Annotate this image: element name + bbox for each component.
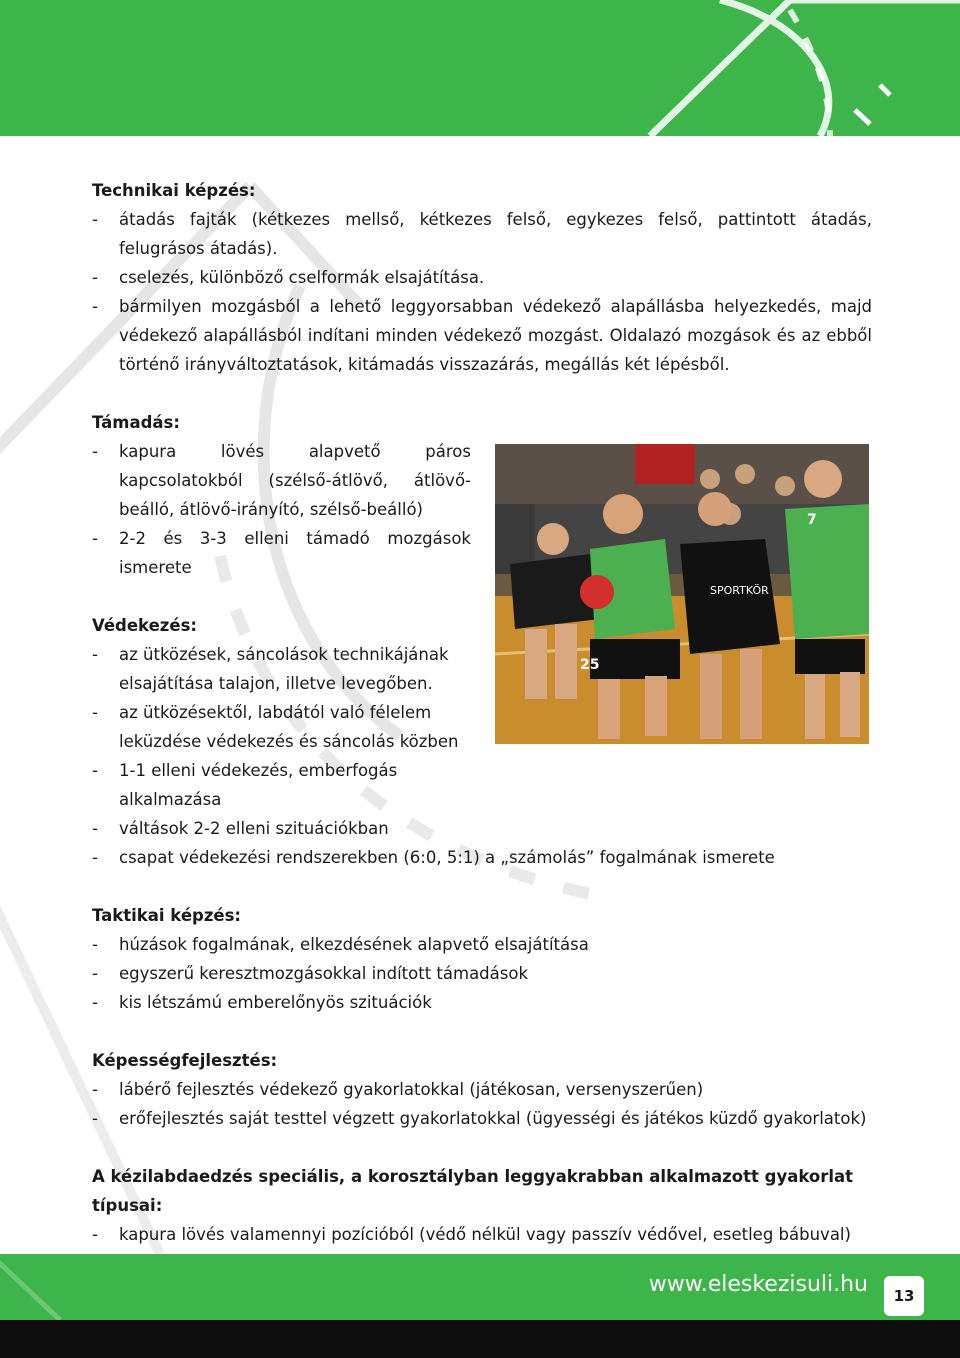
jersey-text: SPORTKÖR (710, 584, 769, 597)
list-item: - kapura lövés alapvető páros kapcsolatokból (szélső-átlövő, átlövő-beálló, átlövő-irányító, szélső-beálló) (92, 437, 471, 524)
section-title: Képességfejlesztés: (92, 1051, 278, 1070)
bullet-list (92, 930, 872, 1017)
list-item: - lábérő fejlesztés védekező gyakorlatokkal (játékosan, versenyszerűen) (92, 1075, 872, 1104)
bullet-list (92, 205, 872, 379)
section-kepessegfejlesztes (92, 1046, 872, 1133)
section-title: Technikai képzés: (92, 181, 256, 200)
list-item: - egyszerű keresztmozgásokkal indított támadások (92, 959, 872, 988)
page-number: 13 (884, 1276, 924, 1316)
bullet-list (92, 1075, 872, 1133)
list-item: - erőfejlesztés saját testtel végzett gyakorlatokkal (ügyességi és játékos küzdő gyakorlatok) (92, 1104, 872, 1133)
list-item: - az ütközések, sáncolások technikájának elsajátítása talajon, illetve levegőben. (92, 640, 471, 698)
section-title: Támadás: (92, 413, 180, 432)
section-technikai (92, 176, 872, 379)
court-lines-decoration (0, 0, 960, 136)
handball-photo (495, 444, 869, 744)
website-link[interactable]: www.eleskezisuli.hu (648, 1272, 868, 1297)
handball-players-image (495, 444, 869, 744)
section-title: Taktikai képzés: (92, 906, 242, 925)
header-band (0, 0, 960, 136)
list-item: - bármilyen mozgásból a lehető leggyorsabban védekező alapállásba helyezkedés, majd védekező alapállásból indítani minden védekező mozgást. Oldalazó mozgások és az ebből történő irányváltoztatások, kitámadás visszazárás, megállás két lépésből. (92, 292, 872, 379)
list-item: - cselezés, különböző cselformák elsajátítása. (92, 263, 872, 292)
list-item: - húzások fogalmának, elkezdésének alapvető elsajátítása (92, 930, 872, 959)
footer-bottom-strip (0, 1320, 960, 1358)
list-item: - kis létszámú emberelőnyös szituációk (92, 988, 872, 1017)
list-item: - 2-2 és 3-3 elleni támadó mozgások ismerete (92, 524, 471, 582)
section-taktikai (92, 901, 872, 1017)
section-title: A kézilabdaedzés speciális, a korosztályban leggyakrabban alkalmazott gyakorlat típusai: (92, 1167, 854, 1215)
document-body (92, 176, 872, 1336)
list-item: - csapat védekezési rendszerekben (6:0, 5:1) a „számolás” fogalmának ismerete (92, 843, 872, 872)
jersey-number: 25 (580, 657, 600, 673)
jersey-number: 7 (807, 512, 817, 528)
list-item: - átadás fajták (kétkezes mellső, kétkezes felső, egykezes felső, pattintott átadás, felugrásos átadás). (92, 205, 872, 263)
list-item: - 1-1 elleni védekezés, emberfogás alkalmazása (92, 756, 471, 814)
list-item: - kapura lövés valamennyi pozícióból (védő nélkül vagy passzív védővel, esetleg bábuval) (92, 1220, 872, 1249)
list-item: - váltások 2-2 elleni szituációkban (92, 814, 872, 843)
section-title: Védekezés: (92, 616, 197, 635)
list-item: - az ütközésektől, labdától való félelem leküzdése védekezés és sáncolás közben (92, 698, 471, 756)
